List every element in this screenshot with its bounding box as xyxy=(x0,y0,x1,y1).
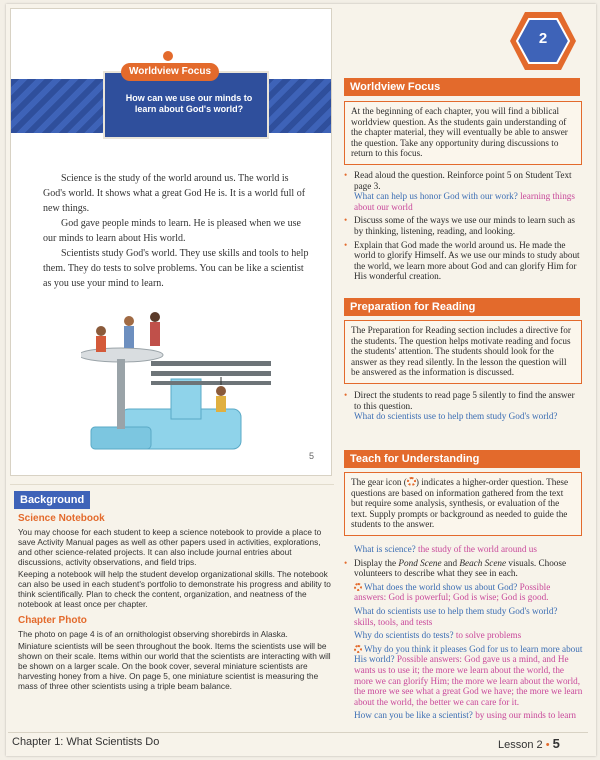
globe-icon xyxy=(161,49,175,63)
question: Why do scientists do tests? xyxy=(354,630,454,641)
background-paragraph: You may choose for each student to keep a science notebook to provide a place to save Activity Manual pages as well as other papers used in activities, explorations, and other science-related projects. It can also include journal entries about discussions, activity observations, and field trips. xyxy=(18,527,322,567)
student-body-text xyxy=(43,171,311,291)
list-item: • Direct the students to read page 5 silently to find the answer to this question. What do scientists use to help them study God's world? xyxy=(344,390,584,422)
answer: skills, tools, and tests xyxy=(354,616,433,627)
question: How can you be like a scientist? xyxy=(354,710,473,721)
list-item: • Display the Pond Scene and Beach Scene visuals. Choose volunteers to describe what they see in each. xyxy=(344,558,584,579)
chapter-photo-heading: Chapter Photo xyxy=(18,615,87,626)
list-item xyxy=(344,582,584,603)
preparation-bullets xyxy=(344,390,584,425)
question: What does the world show us about God? xyxy=(364,581,518,592)
worldview-bullets xyxy=(344,170,584,285)
answer: learning things about our world xyxy=(354,191,575,212)
gear-icon xyxy=(354,645,362,653)
background-paragraph: The photo on page 4 is of an ornithologist observing shorebirds in Alaska. xyxy=(18,629,288,639)
footer-lesson: Lesson 2 • 5 xyxy=(498,736,560,751)
background-paragraph: Miniature scientists will be seen throughout the book. Items the scientists use will be shown on their scale. Items within our world that the scientists are interacting with will be shown on a larger scale. On the book cover, several miniature scientists are harvesting honey from a hive. On page 5, one miniature scientist is measuring the mass of three other scientists using a triple beam balance. xyxy=(18,641,331,691)
answer: to solve problems xyxy=(455,630,522,641)
student-text-page xyxy=(10,8,332,476)
worldview-focus-box: At the beginning of each chapter, you will find a biblical worldview question. As the students gain understanding of the chapter material, they will eventually be able to answer the question. Take any opportunity during discussions to return to this focus. xyxy=(344,101,582,165)
teach-box: The gear icon ( ) indicates a higher-order question. These questions are based on information gathered from the text but require some analysis, synthesis, or evaluation of the text. Supply prompts or background as needed to guide the students to the answer. xyxy=(344,472,582,536)
teach-heading: Teach for Understanding xyxy=(344,450,580,468)
answer: the study of the world around us xyxy=(418,544,537,554)
preparation-heading: Preparation for Reading xyxy=(344,298,580,316)
footer-chapter: Chapter 1: What Scientists Do xyxy=(12,736,160,748)
question: What is science? xyxy=(354,544,416,554)
list-item: • Discuss some of the ways we use our minds to learn such as by thinking, listening, reading, and looking. xyxy=(344,215,584,236)
gear-icon xyxy=(354,583,362,591)
preparation-box: The Preparation for Reading section includes a directive for the students. The question helps motivate reading and focus the students' attention. The students should look for the answer as they read silently. In the lesson the question will be answered as the information is discussed. xyxy=(344,320,582,384)
worldview-focus-tab: Worldview Focus xyxy=(121,63,219,81)
list-item xyxy=(344,630,584,641)
teach-bullets xyxy=(344,544,584,724)
gear-icon xyxy=(407,477,416,486)
question: What do scientists use to help them study God's world? xyxy=(354,411,558,422)
list-item xyxy=(344,606,584,627)
list-item xyxy=(344,710,584,721)
science-notebook-heading: Science Notebook xyxy=(18,513,105,524)
student-paragraph: Science is the study of the world around us. The world is God's world. It shows what a great God He is. It is a world full of new things. xyxy=(43,173,306,214)
question: What do scientists use to help them study God's world? xyxy=(354,605,558,616)
list-item: • Explain that God made the world around us. He made the world to glorify Himself. As we use our minds to study about the world, we learn more about God and can glorify Him for His wonderful creation. xyxy=(344,240,584,282)
footer-page-number: 5 xyxy=(552,736,560,751)
list-item: • Read aloud the question. Reinforce point 5 on Student Text page 3. What can help us honor God with our work? learning things about our world xyxy=(344,170,584,212)
answer: Possible answers: God gave us a mind, and He wants us to use it; the more we learn about the world, the more we can glorify Him; the more we learn about the world, the more we see what a great God we have; the more we learn about the world, the better we can care for it. xyxy=(354,654,583,707)
list-item xyxy=(344,644,584,708)
lesson-number: 2 xyxy=(538,30,548,47)
student-page-number: 5 xyxy=(309,451,315,461)
student-paragraph: Scientists study God's world. They use skills and tools to help them. They do tests to solve problems. You can be like a scientist as you use your mind to learn. xyxy=(43,248,309,289)
question: Why do you think it pleases God for us to learn more about His world? xyxy=(354,643,583,665)
answer: Possible answers: God is powerful; God is wise; God is good. xyxy=(354,581,551,603)
student-paragraph: God gave people minds to learn. He is pleased when we use our minds to learn about His world. xyxy=(43,218,301,244)
list-item xyxy=(344,544,584,555)
triple-beam-balance-illustration xyxy=(81,309,281,459)
background-paragraph: Keeping a notebook will help the student develop organizational skills. The notebook can also be used in each student's portfolio to demonstrate his progress and ability to think scientifically. Plan to check the content, organization, and neatness of the notebook at least once per chapter. xyxy=(18,569,331,609)
question: What can help us honor God with our work? xyxy=(354,191,518,202)
answer: by using our minds to learn xyxy=(475,710,576,721)
footer-divider xyxy=(8,732,588,733)
worldview-question: How can we use our minds to learn about God's world? xyxy=(125,93,253,114)
background-tab: Background xyxy=(14,491,90,509)
worldview-focus-heading: Worldview Focus xyxy=(344,78,580,96)
background-section xyxy=(10,484,334,734)
